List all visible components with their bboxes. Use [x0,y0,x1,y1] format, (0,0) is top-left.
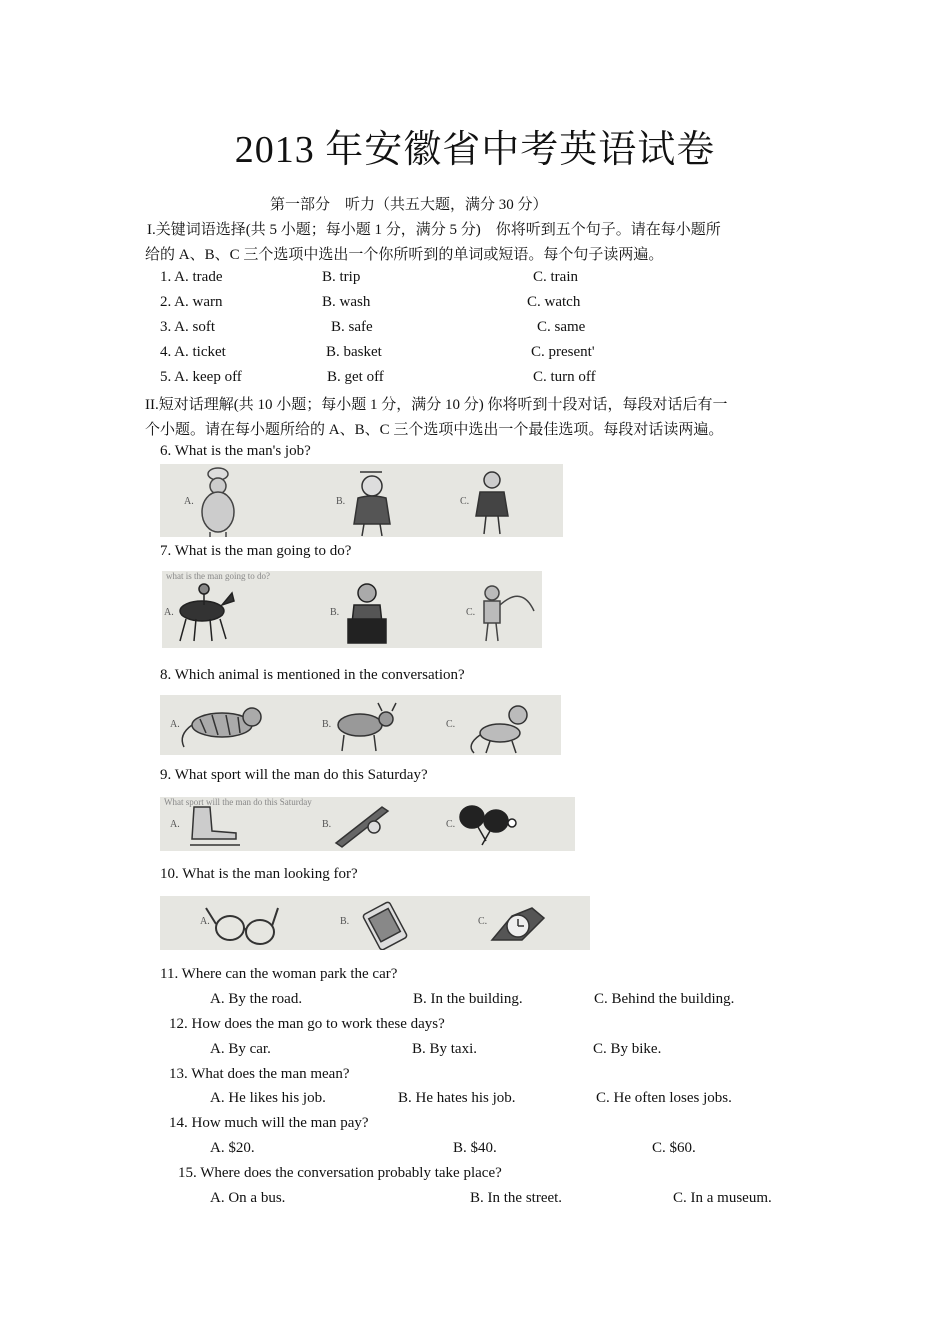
part-header: 第一部分 听力（共五大题，满分 30 分） [270,197,548,213]
q12-text: 12. How does the man go to work these days? [169,1016,445,1032]
section2-instructions-line1: II.短对话理解(共 10 小题；每小题 1 分，满分 10 分) 你将听到十段对话，每段对话后有一 [145,397,728,413]
page-title: 2013 年安徽省中考英语试卷 [234,129,716,171]
q15-option-b: B. In the street. [470,1190,563,1206]
q9-picture-strip [160,797,575,851]
q6-text: 6. What is the man's job? [160,443,311,459]
q14-option-a: A. $20. [210,1140,255,1156]
q14-option-b: B. $40. [453,1140,497,1156]
q7-faint-caption: what is the man going to do? [166,571,270,581]
q15-option-c: C. In a museum. [673,1190,772,1206]
q11-text: 11. Where can the woman park the car? [160,966,398,982]
q4-option-a: 4. A. ticket [160,344,226,360]
q10-label-a: A. [200,916,210,927]
glasses-icon [206,908,278,944]
q3-option-c: C. same [537,319,586,335]
bull-icon [338,703,396,751]
q7-label-c: C. [466,607,476,618]
q8-picture-strip [160,695,561,755]
q1-option-c: C. train [533,269,578,285]
section1-instructions-line2: 给的 A、B、C 三个选项中选出一个你所听到的单词或短语。每个句子读两遍。 [145,247,664,263]
q9-label-a: A. [170,819,180,830]
monkey-icon [471,706,527,753]
q5-option-b: B. get off [327,369,384,385]
section1-instructions-line1: I.关键词语选择(共 5 小题；每小题 1 分，满分 5 分) 你将听到五个句子。请在每小题所 [147,222,721,238]
q2-option-b: B. wash [322,294,371,310]
q14-text: 14. How much will the man pay? [169,1115,369,1131]
fishing-icon [484,586,534,641]
tiger-icon [182,708,261,747]
q14-option-c: C. $60. [652,1140,696,1156]
ping-pong-paddles-icon [460,806,516,845]
q6-label-c: C. [460,496,470,507]
q13-option-c: C. He often loses jobs. [596,1090,732,1106]
q10-picture-strip [160,896,590,950]
q9-text: 9. What sport will the man do this Saturday? [160,767,428,783]
q1-option-b: B. trip [322,269,361,285]
q15-option-a: A. On a bus. [210,1190,286,1206]
watch-icon [492,908,544,940]
q9-label-c: C. [446,819,456,830]
q11-option-c: C. Behind the building. [594,991,735,1007]
q10-text: 10. What is the man looking for? [160,866,358,882]
q9-faint-caption: What sport will the man do this Saturday [164,797,312,807]
q7-text: 7. What is the man going to do? [160,543,352,559]
q12-option-c: C. By bike. [593,1041,662,1057]
businessman-icon [476,472,508,534]
waiter-icon [354,472,390,536]
q12-option-b: B. By taxi. [412,1041,478,1057]
q12-option-a: A. By car. [210,1041,271,1057]
q5-option-c: C. turn off [533,369,596,385]
q6-label-b: B. [336,496,346,507]
q7-label-a: A. [164,607,174,618]
q5-option-a: 5. A. keep off [160,369,242,385]
q8-label-a: A. [170,719,180,730]
q11-option-b: B. In the building. [413,991,523,1007]
q6-label-a: A. [184,496,194,507]
section2-instructions-line2: 个小题。请在每小题所给的 A、B、C 三个选项中选出一个最佳选项。每段对话读两遍。 [145,422,724,438]
q8-label-c: C. [446,719,456,730]
q6-picture-strip [160,464,563,537]
mobile-phone-icon [362,901,407,950]
q2-option-c: C. watch [527,294,581,310]
speech-podium-icon [348,584,386,643]
q8-text: 8. Which animal is mentioned in the conversation? [160,667,465,683]
horse-riding-icon [180,584,234,641]
q4-option-b: B. basket [326,344,382,360]
q13-text: 13. What does the man mean? [169,1066,350,1082]
q13-option-b: B. He hates his job. [398,1090,516,1106]
q10-label-c: C. [478,916,488,927]
baseball-bat-icon [336,807,388,847]
q10-label-b: B. [340,916,350,927]
q2-option-a: 2. A. warn [160,294,223,310]
q4-option-c: C. present' [531,344,595,360]
q7-picture-strip [162,571,542,648]
q11-option-a: A. By the road. [210,991,303,1007]
q1-option-a: 1. A. trade [160,269,223,285]
q3-option-a: 3. A. soft [160,319,216,335]
cook-icon [202,468,234,537]
q7-label-b: B. [330,607,340,618]
q9-label-b: B. [322,819,332,830]
q3-option-b: B. safe [331,319,373,335]
q15-text: 15. Where does the conversation probably take place? [178,1165,502,1181]
ice-skates-icon [190,807,240,845]
q13-option-a: A. He likes his job. [210,1090,326,1106]
q8-label-b: B. [322,719,332,730]
